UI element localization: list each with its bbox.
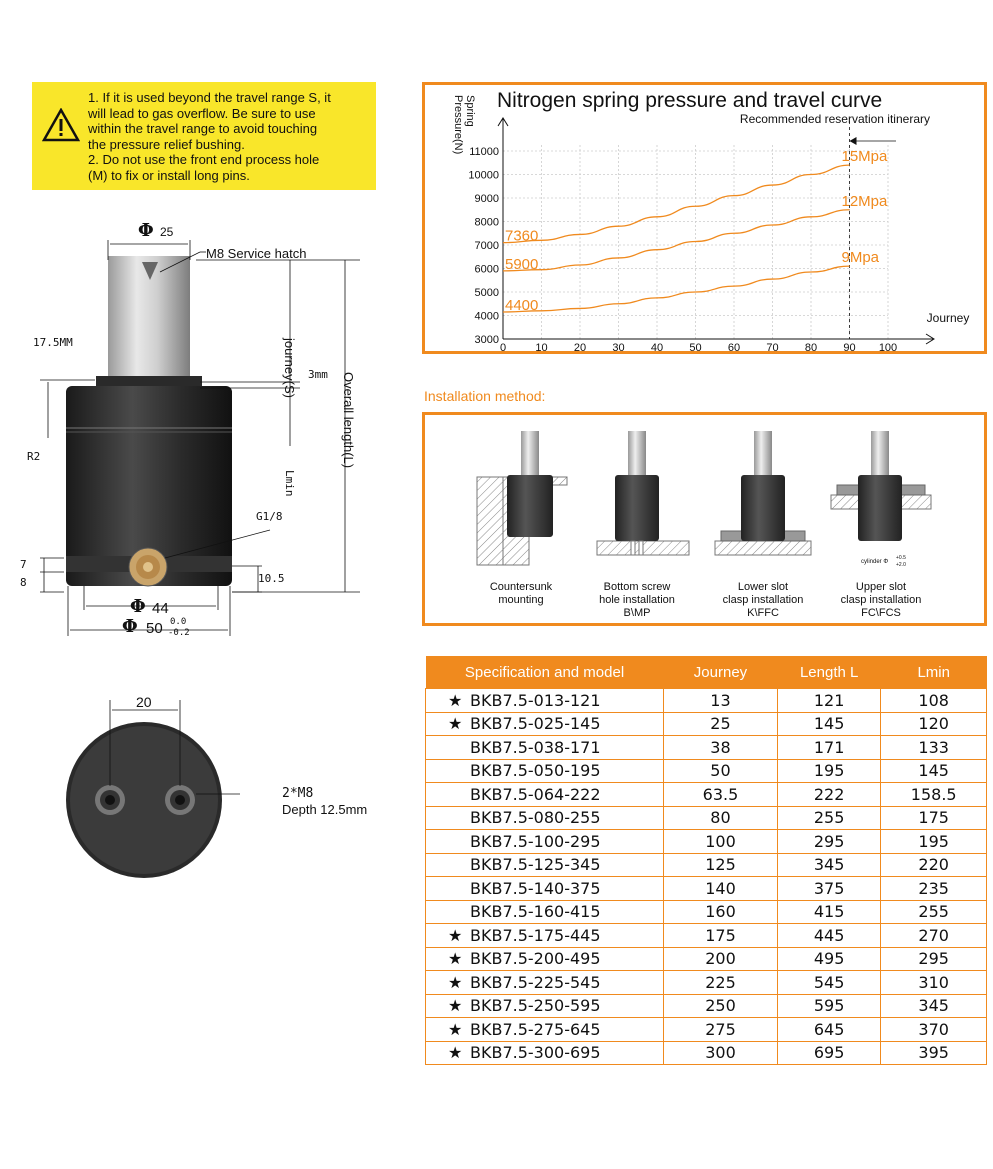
model-name: BKB7.5-200-495	[470, 949, 601, 969]
series-name-label: 9Mpa	[841, 249, 880, 267]
cell-journey: 225	[664, 971, 778, 995]
chart-subtitle: Recommended reservation itinerary	[739, 112, 930, 126]
cell-model	[426, 924, 664, 948]
cell-lmin: 133	[881, 736, 987, 760]
model-name: BKB7.5-275-645	[470, 1019, 601, 1039]
star-icon: ★	[448, 996, 463, 1016]
star-icon: ★	[448, 1043, 463, 1063]
table-row	[426, 712, 987, 736]
table-row	[426, 994, 987, 1018]
cell-model	[426, 994, 664, 1018]
caption-line: Bottom screw	[603, 581, 671, 593]
table-row	[426, 947, 987, 971]
cell-lmin: 370	[881, 1018, 987, 1042]
table-row	[426, 877, 987, 901]
cell-journey: 13	[664, 689, 778, 713]
cell-lmin: 345	[881, 994, 987, 1018]
cell-length: 145	[777, 712, 881, 736]
model-name: BKB7.5-100-295	[470, 831, 601, 851]
model-name: BKB7.5-140-375	[470, 878, 601, 898]
col-header-length: Length L	[777, 656, 881, 689]
y-axis-label-2: Pressure(N)	[452, 95, 464, 155]
cell-lmin: 120	[881, 712, 987, 736]
table-header-row	[426, 656, 987, 689]
star-icon: ★	[448, 690, 463, 710]
model-name: BKB7.5-064-222	[470, 784, 601, 804]
cell-lmin: 108	[881, 689, 987, 713]
table-row	[426, 830, 987, 854]
col-header-journey: Journey	[664, 656, 778, 689]
cell-model	[426, 877, 664, 901]
bottom-view-drawing	[60, 690, 240, 890]
model-name: BKB7.5-050-195	[470, 761, 601, 781]
cell-lmin: 255	[881, 900, 987, 924]
cell-model	[426, 783, 664, 807]
x-tick-label: 0	[499, 342, 507, 351]
model-name: BKB7.5-225-545	[470, 972, 601, 992]
cell-length: 171	[777, 736, 881, 760]
x-tick-label: 30	[612, 342, 625, 351]
cell-lmin: 220	[881, 853, 987, 877]
caption-line: clasp installation	[722, 594, 804, 606]
star-icon: ★	[448, 925, 463, 945]
cell-length: 415	[777, 900, 881, 924]
warning-line: the pressure relief bushing.	[88, 136, 245, 152]
model-name: BKB7.5-125-345	[470, 855, 601, 875]
warning-line: (M) to fix or install long pins.	[88, 167, 250, 183]
side-view-drawing	[0, 200, 400, 650]
table-row	[426, 1018, 987, 1042]
cell-length: 645	[777, 1018, 881, 1042]
cell-lmin: 145	[881, 759, 987, 783]
y-tick-label: 3000	[474, 334, 499, 346]
g18-label: G1/8	[256, 510, 283, 523]
install-countersunk	[477, 431, 567, 565]
cell-length: 445	[777, 924, 881, 948]
cell-length: 255	[777, 806, 881, 830]
y-tick-label: 5000	[474, 287, 499, 299]
cell-lmin: 395	[881, 1041, 987, 1065]
cell-length: 595	[777, 994, 881, 1018]
caption-line: Countersunk	[489, 581, 553, 593]
cell-lmin: 158.5	[881, 783, 987, 807]
cell-lmin: 235	[881, 877, 987, 901]
tol-note: cylinder Φ	[861, 559, 889, 565]
star-icon: ★	[448, 972, 463, 992]
cell-journey: 200	[664, 947, 778, 971]
pressure-chart-panel	[422, 82, 987, 354]
model-name: BKB7.5-175-445	[470, 925, 601, 945]
phi44-value: 44	[152, 600, 169, 617]
table-row	[426, 971, 987, 995]
cell-lmin: 310	[881, 971, 987, 995]
cell-journey: 140	[664, 877, 778, 901]
cell-model	[426, 1041, 664, 1065]
cell-length: 495	[777, 947, 881, 971]
cell-model	[426, 736, 664, 760]
service-hatch-label: M8 Service hatch	[206, 246, 307, 261]
phi44-symbol: Φ	[130, 596, 146, 617]
table-row	[426, 1041, 987, 1065]
col-header-lmin: Lmin	[881, 656, 987, 689]
y-axis-label-1: Spring	[464, 95, 476, 127]
phi50-tol-lower: -0.2	[168, 628, 190, 638]
phi25-value: 25	[160, 225, 174, 239]
dim-r2: R2	[27, 450, 41, 463]
col-header-model: Specification and model	[426, 656, 664, 689]
dim-20: 20	[136, 694, 152, 710]
chart-plot	[425, 85, 984, 351]
cell-length: 222	[777, 783, 881, 807]
cell-lmin: 295	[881, 947, 987, 971]
y-tick-label: 10000	[468, 169, 499, 182]
cell-journey: 50	[664, 759, 778, 783]
model-name: BKB7.5-080-255	[470, 808, 601, 828]
table-row	[426, 689, 987, 713]
cell-model	[426, 830, 664, 854]
caption-line: Lower slot	[737, 581, 789, 593]
cell-model	[426, 971, 664, 995]
series-start-label: 7360	[505, 227, 539, 245]
cell-journey: 160	[664, 900, 778, 924]
cell-lmin: 195	[881, 830, 987, 854]
cell-journey: 250	[664, 994, 778, 1018]
table-row	[426, 759, 987, 783]
caption-line: clasp installation	[840, 594, 922, 606]
lmin-label: Lmin	[283, 470, 296, 497]
y-tick-label: 4000	[474, 310, 499, 323]
cell-journey: 38	[664, 736, 778, 760]
cell-length: 345	[777, 853, 881, 877]
cell-model	[426, 759, 664, 783]
x-tick-label: 70	[766, 342, 779, 351]
install-panel	[422, 412, 987, 626]
install-illustrations	[425, 415, 984, 575]
install-upper-slot	[831, 431, 931, 541]
phi50-tol-upper: 0.0	[170, 617, 187, 627]
overall-length-label: Overall length(L)	[341, 372, 356, 469]
x-axis-label: Journey	[926, 311, 970, 325]
x-tick-label: 80	[804, 342, 818, 351]
x-tick-label: 50	[689, 342, 702, 351]
warning-text	[88, 90, 372, 183]
cell-journey: 63.5	[664, 783, 778, 807]
cell-length: 295	[777, 830, 881, 854]
cell-model	[426, 712, 664, 736]
warning-triangle-icon	[42, 108, 80, 142]
table-row	[426, 924, 987, 948]
table-row	[426, 736, 987, 760]
x-tick-label: 60	[727, 342, 741, 351]
install-bottom-screw	[597, 431, 689, 555]
y-tick-label: 6000	[474, 263, 499, 276]
series-start-label: 5900	[505, 255, 539, 273]
table-row	[426, 806, 987, 830]
phi25-symbol: Φ	[138, 220, 154, 241]
x-tick-label: 40	[650, 342, 664, 351]
caption-line: Upper slot	[855, 581, 907, 593]
x-tick-label: 90	[843, 342, 856, 351]
table-row	[426, 783, 987, 807]
reservation-arrowhead	[850, 137, 857, 145]
table-row	[426, 900, 987, 924]
depth-label: Depth 12.5mm	[282, 802, 368, 817]
caption-line: FC\FCS	[861, 607, 901, 619]
journey-label: journey(S)	[282, 338, 297, 398]
phi50-value: 50	[146, 620, 163, 637]
warning-line: 2. Do not use the front end process hole	[88, 152, 320, 167]
cell-length: 695	[777, 1041, 881, 1065]
install-caption	[577, 581, 697, 620]
chart-title: Nitrogen spring pressure and travel curve	[497, 89, 883, 112]
cell-length: 375	[777, 877, 881, 901]
dim-10-5: 10.5	[258, 572, 285, 585]
cell-length: 121	[777, 689, 881, 713]
y-tick-label: 7000	[474, 240, 499, 252]
table-row	[426, 853, 987, 877]
holes-label: 2*M8	[282, 786, 314, 801]
install-caption	[703, 581, 823, 620]
model-name: BKB7.5-038-171	[470, 737, 601, 757]
cell-journey: 275	[664, 1018, 778, 1042]
y-tick-label: 11000	[469, 146, 499, 158]
model-name: BKB7.5-160-415	[470, 902, 601, 922]
x-tick-label: 100	[878, 342, 898, 351]
dim-8: 8	[20, 576, 27, 589]
cell-length: 195	[777, 759, 881, 783]
install-lower-slot	[715, 431, 811, 555]
y-tick-label: 8000	[474, 216, 499, 229]
caption-line: hole installation	[599, 594, 675, 606]
x-tick-label: 20	[573, 342, 587, 351]
dim-7: 7	[20, 558, 27, 571]
y-tick-label: 9000	[474, 193, 499, 205]
x-tick-label: 10	[535, 342, 548, 351]
cell-journey: 125	[664, 853, 778, 877]
series-line-12Mpa	[503, 210, 850, 271]
cell-lmin: 175	[881, 806, 987, 830]
star-icon: ★	[448, 1019, 463, 1039]
cell-model	[426, 1018, 664, 1042]
warning-line: will lead to gas overflow. Be sure to use	[88, 105, 316, 121]
cell-length: 545	[777, 971, 881, 995]
series-line-9Mpa	[503, 266, 850, 312]
cell-journey: 175	[664, 924, 778, 948]
cell-journey: 80	[664, 806, 778, 830]
warning-line: within the travel range to avoid touching	[88, 121, 318, 136]
dim-3mm: 3mm	[308, 368, 328, 381]
series-line-15Mpa	[503, 165, 850, 243]
cell-model	[426, 900, 664, 924]
cell-model	[426, 947, 664, 971]
install-title: Installation method:	[424, 388, 546, 404]
dim-17-5mm: 17.5MM	[33, 336, 73, 349]
model-name: BKB7.5-025-145	[470, 714, 601, 734]
spec-table	[425, 656, 987, 1065]
warning-box	[32, 82, 376, 190]
cell-journey: 300	[664, 1041, 778, 1065]
tol-plus: +0.5	[896, 555, 906, 561]
model-name: BKB7.5-250-595	[470, 996, 601, 1016]
star-icon: ★	[448, 714, 463, 734]
series-name-label: 15Mpa	[841, 148, 888, 166]
cell-lmin: 270	[881, 924, 987, 948]
caption-line: mounting	[498, 594, 544, 606]
star-icon: ★	[448, 949, 463, 969]
series-name-label: 12Mpa	[841, 192, 888, 210]
cell-model	[426, 853, 664, 877]
warning-line: 1. If it is used beyond the travel range S, it	[88, 90, 331, 105]
series-start-label: 4400	[505, 296, 539, 314]
caption-line: K\FFC	[747, 607, 779, 619]
cell-journey: 100	[664, 830, 778, 854]
install-caption	[821, 581, 941, 620]
model-name: BKB7.5-013-121	[470, 690, 601, 710]
install-caption	[461, 581, 581, 607]
model-name: BKB7.5-300-695	[470, 1043, 601, 1063]
phi50-symbol: Φ	[122, 616, 138, 637]
cell-journey: 25	[664, 712, 778, 736]
cell-model	[426, 806, 664, 830]
cell-model	[426, 689, 664, 713]
tol-minus: +2.0	[896, 562, 906, 568]
caption-line: B\MP	[623, 607, 651, 619]
